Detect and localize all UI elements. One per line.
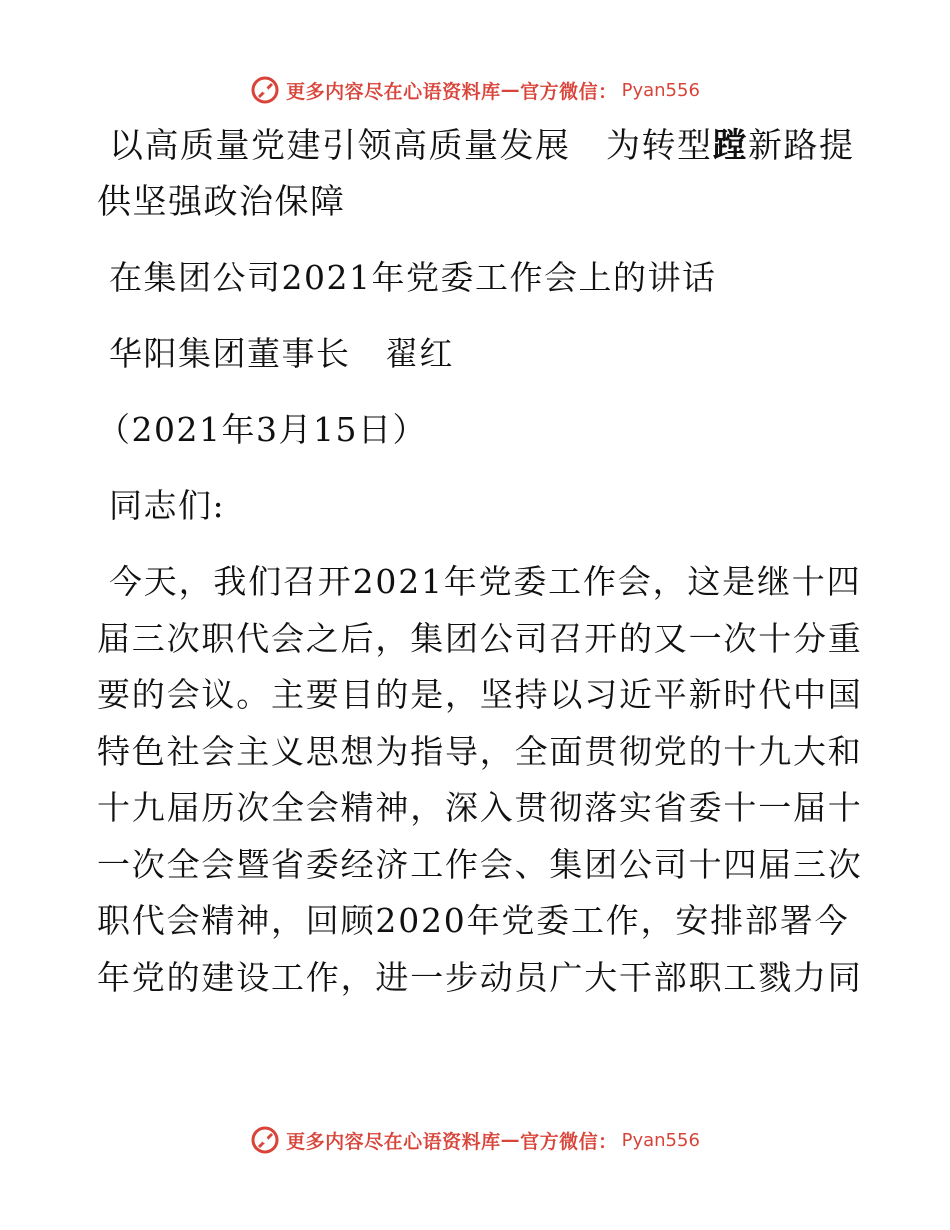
watermark-text: 更多内容尽在心语资料库 (286, 1130, 501, 1153)
salutation: 同志们: (109, 486, 226, 525)
brand-logo-icon (250, 1125, 280, 1155)
watermark-separator: — (500, 79, 521, 101)
paragraph-line: 届三次职代会之后，集团公司召开的又一次十分重 (97, 618, 863, 658)
watermark-text: 更多内容尽在心语资料库 (286, 80, 501, 103)
document-body (97, 118, 863, 1006)
document-title-line-1: 以高质量党建引领高质量发展 为转型蹚新路提 (109, 126, 855, 166)
paragraph-line: 要的会议。主要目的是，坚持以习近平新时代中国 (97, 675, 863, 714)
title-bold-char: 蹚 (712, 126, 748, 166)
speech-date: （2021年3月15日） (97, 410, 427, 449)
paragraph-line: 一次全会暨省委经济工作会、集团公司十四届三次 (97, 844, 863, 884)
paragraph-line: 十九届历次全会精神，深入贯彻落实省委十一届十 (97, 788, 863, 827)
speech-author: 华阳集团董事长 翟红 (109, 334, 454, 373)
watermark-account: Pyan556 (621, 1129, 700, 1151)
watermark-wechat-label: 官方微信： (520, 80, 618, 103)
watermark-wechat-label: 官方微信： (520, 1130, 618, 1153)
speech-subtitle: 在集团公司2021年党委工作会上的讲话 (109, 258, 717, 297)
footer-watermark (0, 1120, 950, 1160)
paragraph-line: 职代会精神，回顾2020年党委工作，安排部署今 (97, 901, 850, 940)
paragraph-line: 今天，我们召开2021年党委工作会，这是继十四 (109, 562, 862, 601)
watermark-separator: — (500, 1129, 521, 1151)
speech-paragraph (97, 554, 863, 1006)
document-title-line-2: 供坚强政治保障 (97, 182, 346, 222)
header-watermark (0, 70, 950, 110)
paragraph-line: 特色社会主义思想为指导，全面贯彻党的十九大和 (97, 731, 863, 771)
paragraph-line: 年党的建设工作，进一步动员广大干部职工戮力同 (97, 957, 863, 997)
watermark-account: Pyan556 (621, 79, 700, 101)
brand-logo-icon (250, 75, 280, 105)
